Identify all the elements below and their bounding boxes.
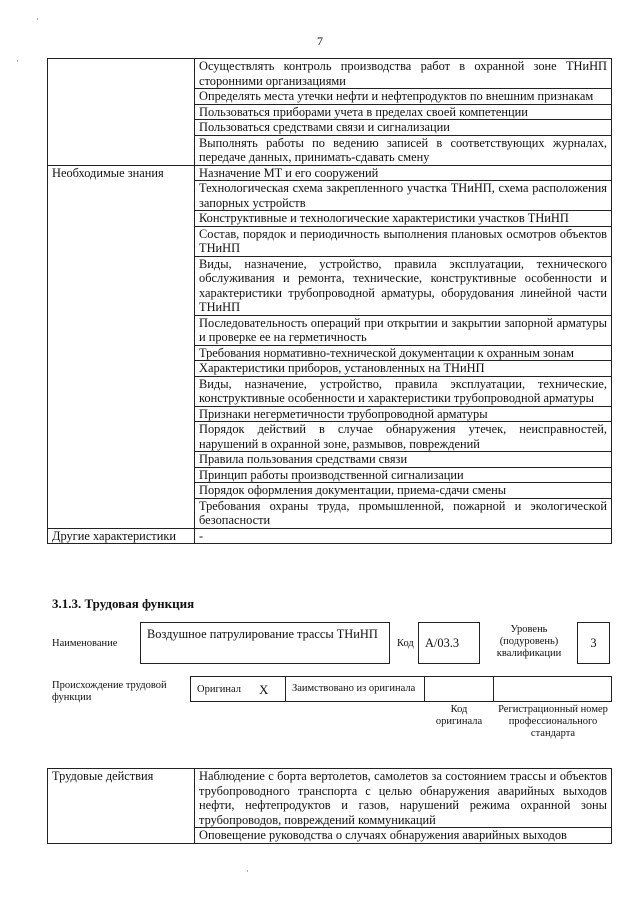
table-cell: Пользоваться приборами учета в пределах своей компетенции bbox=[195, 104, 612, 120]
table-row bbox=[48, 165, 612, 181]
original-code-field bbox=[424, 676, 494, 702]
table-cell: - bbox=[195, 528, 612, 544]
table-cell: Пользоваться средствами связи и сигнализации bbox=[195, 120, 612, 136]
table-row bbox=[48, 769, 612, 828]
page-number: 7 bbox=[317, 34, 323, 48]
scan-mark: · bbox=[36, 14, 39, 24]
scan-mark: · bbox=[16, 56, 19, 66]
borrowed-cell bbox=[285, 676, 425, 702]
table-cell: Правила пользования средствами связи bbox=[195, 452, 612, 468]
table-cell: Виды, назначение, устройство, правила эксплуатации, технические, конструктивные особенности и характеристики трубопроводной арматуры bbox=[195, 376, 612, 406]
table-cell: Определять места утечки нефти и нефтепродуктов по внешним признакам bbox=[195, 89, 612, 105]
table-cell: Требования нормативно-технической документации к охранным зонам bbox=[195, 345, 612, 361]
origin-label: Происхождение трудовой функции bbox=[52, 680, 167, 703]
original-label: Оригинал bbox=[197, 684, 241, 695]
original-mark: X bbox=[259, 682, 269, 697]
section-title: 3.1.3. Трудовая функция bbox=[52, 596, 195, 611]
skills-knowledge-table bbox=[47, 58, 612, 544]
labor-actions-table bbox=[47, 768, 612, 844]
table-cell: Наблюдение с борта вертолетов, самолетов за состоянием трассы и объектов трубопроводного транспорта с целью обнаружения аварийных выходов нефти, нефтепродуктов и газов, нарушений режима охранной зоны трубопроводов, повреждений коммуникаций bbox=[195, 769, 612, 828]
table-cell: Порядок действий в случае обнаружения утечек, неисправностей, нарушений в охранной зоне, размывов, повреждений bbox=[195, 422, 612, 452]
registration-number-caption: Регистрационный номер профессионального стандарта bbox=[498, 704, 608, 739]
row-category-label bbox=[48, 59, 195, 166]
registration-number-field bbox=[493, 676, 612, 702]
table-cell: Осуществлять контроль производства работ в охранной зоне ТНиНП сторонними организациями bbox=[195, 59, 612, 89]
table-cell: Характеристики приборов, установленных на ТНиНП bbox=[195, 361, 612, 377]
table-cell: Последовательность операций при открытии и закрытии запорной арматуры и проверке ее на герметичность bbox=[195, 315, 612, 345]
table-cell: Состав, порядок и периодичность выполнения плановых осмотров объектов ТНиНП bbox=[195, 226, 612, 256]
function-name-field: Воздушное патрулирование трассы ТНиНП bbox=[140, 622, 390, 664]
table-cell: Конструктивные и технологические характеристики участков ТНиНП bbox=[195, 211, 612, 227]
table-cell: Оповещение руководства о случаях обнаружения аварийных выходов bbox=[195, 828, 612, 844]
table-cell: Технологическая схема закрепленного участка ТНиНП, схема расположения запорных устройств bbox=[195, 181, 612, 211]
table-row bbox=[48, 59, 612, 89]
code-label: Код bbox=[397, 638, 414, 649]
table-cell: Назначение МТ и его сооружений bbox=[195, 165, 612, 181]
table-cell: Выполнять работы по ведению записей в соответствующих журналах, передаче данных, принимать-сдавать смену bbox=[195, 135, 612, 165]
original-code-caption: Код оригинала bbox=[435, 704, 483, 727]
qualification-level-field: 3 bbox=[577, 622, 610, 664]
row-category-label: Трудовые действия bbox=[48, 769, 195, 844]
qualification-level-label: Уровень (подуровень) квалификации bbox=[496, 624, 562, 659]
table-row bbox=[48, 528, 612, 544]
name-label: Наименование bbox=[52, 638, 118, 649]
row-category-label: Другие характеристики bbox=[48, 528, 195, 544]
row-category-label: Необходимые знания bbox=[48, 165, 195, 528]
table-cell: Признаки негерметичности трубопроводной арматуры bbox=[195, 406, 612, 422]
table-cell: Принцип работы производственной сигнализации bbox=[195, 467, 612, 483]
scan-mark: · bbox=[246, 866, 249, 876]
function-code-field: А/03.3 bbox=[418, 622, 480, 664]
table-cell: Требования охраны труда, промышленной, пожарной и экологической безопасности bbox=[195, 498, 612, 528]
original-cell bbox=[190, 676, 286, 702]
table-cell: Порядок оформления документации, приема-сдачи смены bbox=[195, 483, 612, 499]
borrowed-label: Заимствовано из оригинала bbox=[292, 683, 416, 694]
table-cell: Виды, назначение, устройство, правила эксплуатации, технического обслуживания и ремонта, технические, конструктивные особенности и характеристики трубопроводной арматуры, оборудования линейной части ТНиНП bbox=[195, 256, 612, 315]
